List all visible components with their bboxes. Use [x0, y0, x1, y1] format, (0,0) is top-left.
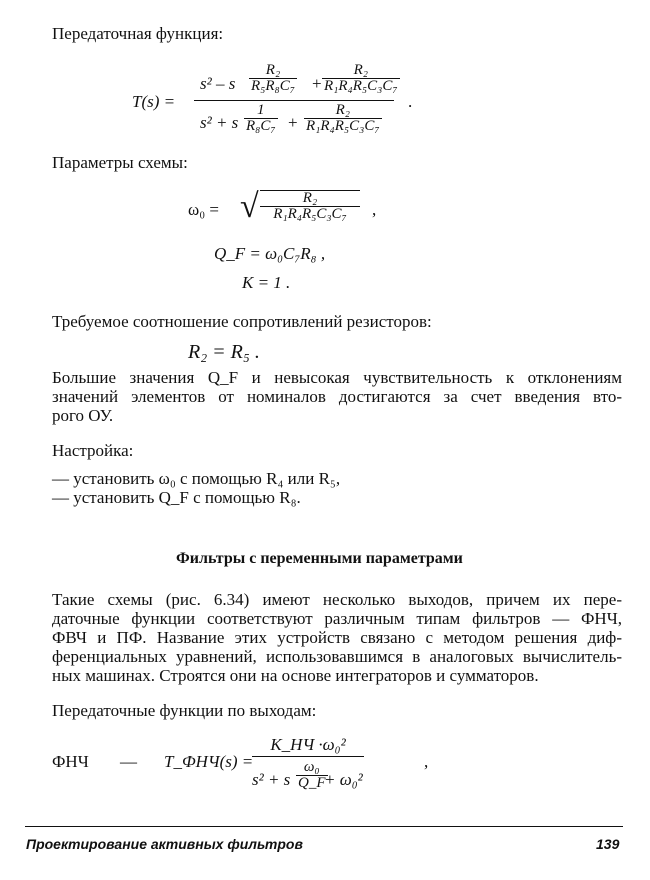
tuning-item-2: — установить Q_F с помощью R₈.	[52, 488, 301, 507]
denominator-plus: +	[288, 113, 298, 132]
sqrt-radicand	[260, 190, 360, 222]
paragraph-2-line-1: Такие схемы (рис. 6.34) имеют несколько выходов, причем их пере-	[52, 590, 622, 609]
lowpass-den-fraction: $\frac{\text{ω₀}}{Q\_F}$	[298, 759, 326, 791]
main-fraction-denominator	[194, 103, 394, 143]
paragraph-2-line-2: даточные функции соответствуют различным типам фильтров — ФНЧ,	[52, 609, 622, 628]
lowpass-lhs: T_ФНЧ(s) =	[164, 752, 254, 771]
paragraph-1-line-1: Большие значения Q_F и невысокая чувствительность к отклонениям	[52, 368, 622, 387]
paragraph-1-line-3: рого ОУ.	[52, 406, 114, 425]
section-heading: Фильтры с переменными параметрами	[176, 550, 463, 567]
numerator-term: s² – s	[200, 74, 236, 93]
numerator-plus: +	[312, 74, 322, 93]
section-label-parameters: Параметры схемы:	[52, 153, 188, 172]
footer-divider	[25, 826, 623, 827]
formula-transfer-function	[132, 63, 422, 143]
numerator-fraction-2: $\frac{\text{R₂}}{\text{R₁R₄R₅C₃C₇}}$	[324, 62, 398, 94]
numerator-fraction-1: $\frac{\text{R₂}}{\text{R₅R₈C₇}}$	[251, 62, 295, 94]
denominator-fraction-2: $\frac{\text{R₂}}{\text{R₁R₄R₅C₃C₇}}$	[306, 102, 380, 134]
formula-omega	[188, 188, 388, 234]
omega-comma: ,	[372, 200, 377, 219]
formula-lowpass	[52, 734, 472, 812]
formula-lhs: T(s) =	[132, 92, 176, 111]
formula-resistor-equality: R₂ = R₅ .	[188, 341, 260, 363]
lowpass-dash: —	[120, 752, 137, 771]
lowpass-numerator: K_НЧ ·ω₀²	[252, 734, 364, 757]
paragraph-2-line-3: ФВЧ и ПФ. Название этих устройств связано с методом решения диф-	[52, 628, 622, 647]
denominator-fraction-1: $\frac{1}{\text{R₈C₇}}$	[246, 102, 276, 134]
lowpass-label: ФНЧ	[52, 752, 89, 771]
paragraph-2-line-4: ференциальных уравнений, использовавшимся в аналоговых вычислитель-	[52, 647, 622, 666]
tuning-item-1: — установить ω₀ с помощью R₄ или R₅,	[52, 469, 341, 488]
lowpass-den-end: + ω₀²	[324, 770, 363, 789]
formula-q-factor: Q_F = ω₀C₇R₈ ,	[214, 244, 326, 263]
sqrt-icon: √	[240, 188, 259, 225]
section-label-resistor-ratio: Требуемое соотношение сопротивлений резисторов:	[52, 312, 432, 331]
paragraph-1-line-2: значений элементов от номиналов достигаются за счет введения вто-	[52, 387, 622, 406]
section-label-tuning: Настройка:	[52, 441, 134, 460]
section-label-transfer-function: Передаточная функция:	[52, 24, 224, 43]
footer-title: Проектирование активных фильтров	[26, 836, 303, 852]
lowpass-den-start: s² + s	[252, 770, 291, 789]
page-number: 139	[596, 836, 620, 852]
main-fraction-numerator	[194, 62, 398, 101]
lowpass-comma: ,	[424, 752, 429, 771]
lowpass-denominator	[252, 760, 368, 806]
denominator-term: s² + s	[200, 113, 239, 132]
omega-fraction: R₂ R₁R₄R₅C₃C₇	[260, 191, 360, 222]
formula-k: K = 1 .	[242, 273, 291, 292]
omega-lhs: ω₀ =	[188, 200, 219, 219]
formula-period: .	[408, 92, 413, 111]
paragraph-2-line-5: ных машинах. Строятся они на основе интеграторов и сумматоров.	[52, 666, 539, 685]
section-label-output-functions: Передаточные функции по выходам:	[52, 701, 317, 720]
